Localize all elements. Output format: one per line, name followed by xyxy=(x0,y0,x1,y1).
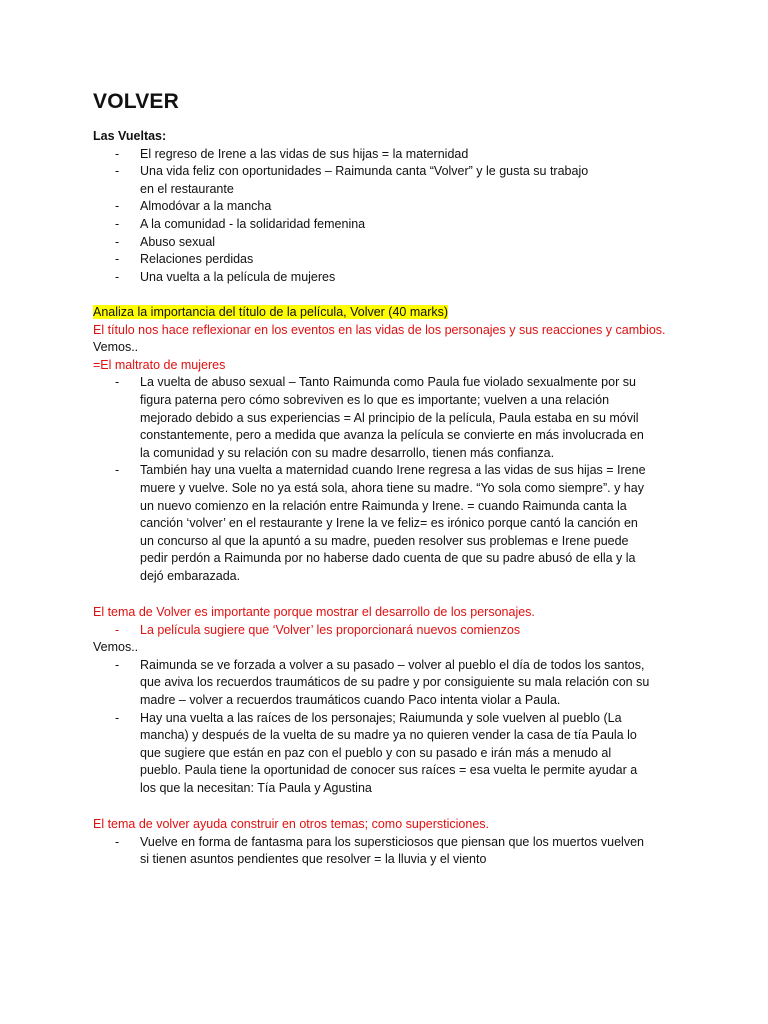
paragraph-desarrollo: El tema de Volver es importante porque mostrar el desarrollo de los personajes. xyxy=(93,605,535,619)
list-item: - Almodóvar a la mancha xyxy=(93,198,693,216)
list-item: - Hay una vuelta a las raíces de los personajes; Raiumunda y sole vuelven al pueblo (La mancha) y después de la vuelta de su madre ya no quieren vender la casa de tía Paula lo que sugiere que están en paz con el pueblo y con su pasado e irán más a menudo al pueblo. Paula tiene la oportunidad de conocer sus raíces = esa vuelta le permite ayudar a los que la necesitan: Tía Paula y Agustina xyxy=(93,710,693,798)
paragraph-supersticiones: El tema de volver ayuda construir en otros temas; como supersticiones. xyxy=(93,817,490,831)
essay-intro: El título nos hace reflexionar en los eventos en las vidas de los personajes y sus reacciones y cambios. xyxy=(93,322,666,337)
points-list-3 xyxy=(93,834,693,869)
points-list-2 xyxy=(93,657,693,798)
list-item: - Una vida feliz con oportunidades – Raimunda canta “Volver” y le gusta su trabajo en el restaurante xyxy=(93,163,693,198)
list-item: - Una vuelta a la película de mujeres xyxy=(93,269,693,287)
las-vueltas-section xyxy=(93,128,693,286)
vemos-label: Vemos.. xyxy=(93,640,139,655)
las-vueltas-list xyxy=(93,146,693,287)
essay-section-2 xyxy=(93,604,693,798)
list-item: - El regreso de Irene a las vidas de sus hijas = la maternidad xyxy=(93,146,693,164)
essay-section-1 xyxy=(93,304,693,586)
list-item: - A la comunidad - la solidaridad femenina xyxy=(93,216,693,234)
las-vueltas-heading: Las Vueltas: xyxy=(93,129,167,143)
subheading-maltrato: =El maltrato de mujeres xyxy=(93,357,226,372)
list-item: - Relaciones perdidas xyxy=(93,251,693,269)
list-item: - La película sugiere que ‘Volver’ les proporcionará nuevos comienzos xyxy=(93,622,693,640)
list-item: - También hay una vuelta a maternidad cuando Irene regresa a las vidas de sus hijas = Irene muere y vuelve. Sole no ya está sola, ahora tiene su madre. “Yo sola como siempre”. y hay un nuevo comienzo en la relación entre Raimunda y Irene. = cuando Raimunda canta la canción ‘volver’ en el restaurante y Irene la ve feliz= es irónico porque cantó la canción en un concurso al que la apuntó a su madre, pueden resolver sus problemas e Irene puede pedir perdón a Raimunda por no haberse dado cuenta de que su padre abusó de ella y la dejó embarazada. xyxy=(93,462,693,585)
essay-section-3 xyxy=(93,816,693,869)
red-points-list xyxy=(93,622,693,640)
list-item: - Raimunda se ve forzada a volver a su pasado – volver al pueblo el día de todos los santos, que aviva los recuerdos traumáticos de su padre y por consiguiente su mala relación con su madre – volver a recuerdos traumáticos cuando Paco intenta violar a Paula. xyxy=(93,657,693,710)
list-item: - Vuelve en forma de fantasma para los supersticiosos que piensan que los muertos vuelven si tienen asuntos pendientes que resolver = la lluvia y el viento xyxy=(93,834,693,869)
document-title: VOLVER xyxy=(93,90,179,113)
list-item: - La vuelta de abuso sexual – Tanto Raimunda como Paula fue violado sexualmente por su figura paterna pero cómo sobreviven es lo que es importante; vuelven a una relación mejorado debido a sus experiencias = Al principio de la película, Paula estaba en su móvil constantemente, pero a medida que avanza la película se convierte en más involucrada en la comunidad y su relación con su madre desarrollo, tienen más confianza. xyxy=(93,374,693,462)
vemos-label: Vemos.. xyxy=(93,340,139,355)
list-item: - Abuso sexual xyxy=(93,234,693,252)
essay-question: Analiza la importancia del título de la película, Volver (40 marks) xyxy=(93,305,449,319)
points-list-1 xyxy=(93,374,693,585)
